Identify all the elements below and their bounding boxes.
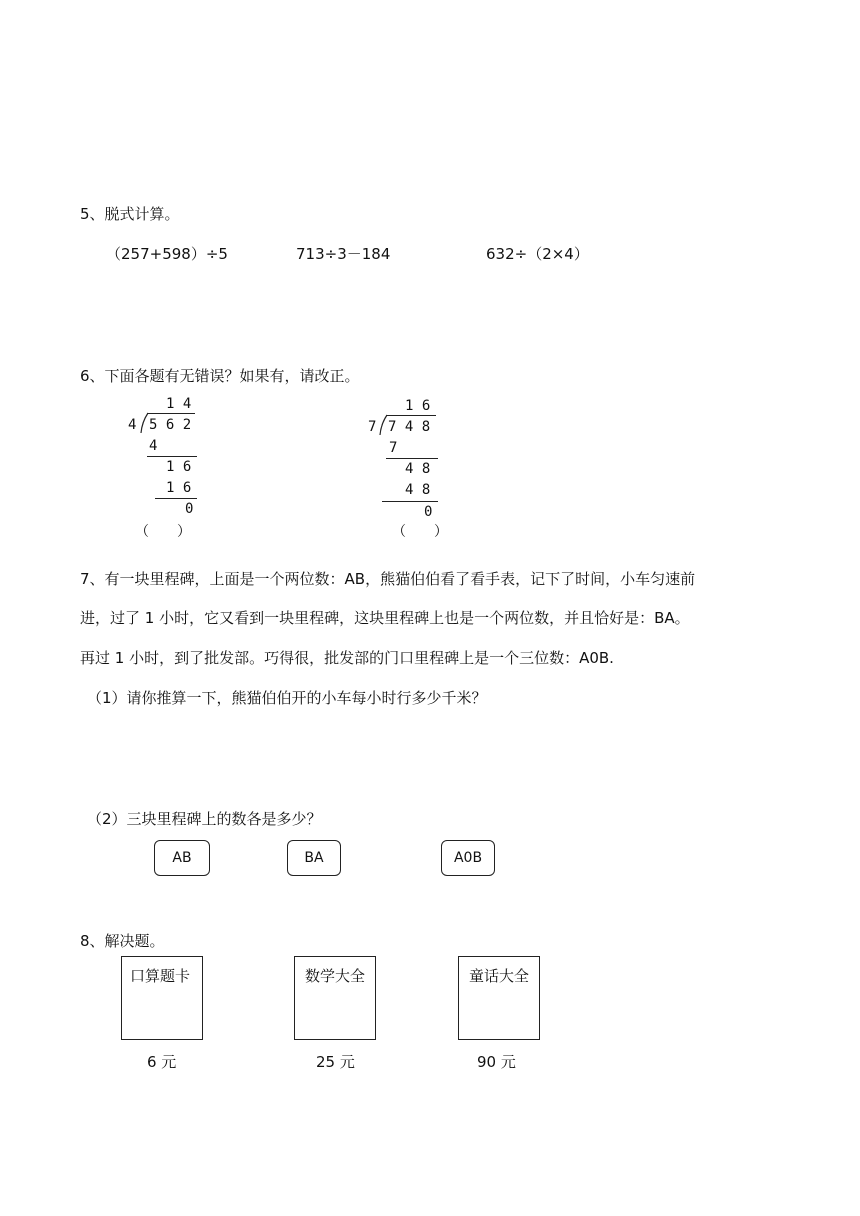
- div1-row1: 4: [149, 438, 158, 454]
- book-card-3: [458, 956, 540, 1040]
- q7-sub-2: （2）三块里程碑上的数各是多少？: [87, 810, 322, 828]
- q7-line-1: 7、有一块里程碑，上面是一个两位数：AB，熊猫伯伯看了看手表，记下了时间，小车匀速前: [80, 570, 696, 588]
- div2-line-1: [386, 458, 438, 459]
- div1-line-1: [147, 456, 197, 457]
- book-card-2: [294, 956, 376, 1040]
- book-price-3: 90 元: [477, 1053, 516, 1071]
- q7-line-2: 进，过了 1 小时，它又看到一块里程碑，这块里程碑上也是一个两位数，并且恰好是：BA。: [80, 609, 690, 627]
- milestone-ab: AB: [154, 840, 210, 876]
- q5-expr-2: 713÷3－184: [296, 245, 391, 263]
- div2-row2: 4 8: [405, 461, 431, 477]
- div1-divisor: 4: [128, 417, 137, 433]
- book-name-2: 数学大全: [305, 967, 366, 985]
- div1-row4: 0: [185, 501, 194, 517]
- div2-row1: 7: [389, 440, 398, 456]
- book-name-3: 童话大全: [469, 967, 530, 985]
- milestone-ba: BA: [287, 840, 341, 876]
- div2-answer-paren: （ ）: [392, 524, 448, 540]
- div1-quotient: 1 4: [166, 396, 192, 412]
- q5-expr-3: 632÷（2×4）: [486, 245, 589, 263]
- book-name-1: 口算题卡: [130, 967, 191, 985]
- q6-title: 6、下面各题有无错误？如果有，请改正。: [80, 367, 360, 385]
- div2-quotient: 1 6: [405, 398, 431, 414]
- q7-line-3: 再过 1 小时，到了批发部。巧得很，批发部的门口里程碑上是一个三位数：A0B.: [80, 649, 614, 667]
- q5-expr-1: （257+598）÷5: [106, 245, 228, 263]
- div2-bar: [386, 415, 436, 416]
- q7-sub-1: （1）请你推算一下，熊猫伯伯开的小车每小时行多少千米？: [87, 689, 487, 707]
- q8-title: 8、解决题。: [80, 932, 165, 950]
- div2-divisor: 7: [368, 419, 377, 435]
- div1-dividend: 5 6 2: [149, 417, 192, 433]
- book-price-1: 6 元: [147, 1053, 177, 1071]
- book-price-2: 25 元: [316, 1053, 355, 1071]
- div1-answer-paren: （ ）: [135, 524, 191, 540]
- milestone-a0b: A0B: [441, 840, 495, 876]
- div1-row3: 1 6: [166, 480, 192, 496]
- div2-dividend: 7 4 8: [388, 419, 431, 435]
- div1-row2: 1 6: [166, 459, 192, 475]
- div1-line-2: [155, 498, 197, 499]
- div2-row4: 0: [424, 504, 433, 520]
- book-card-1: [121, 956, 203, 1040]
- div2-row3: 4 8: [405, 482, 431, 498]
- q5-title: 5、脱式计算。: [80, 205, 180, 223]
- div1-bar: [147, 413, 195, 414]
- div2-line-2: [382, 501, 438, 502]
